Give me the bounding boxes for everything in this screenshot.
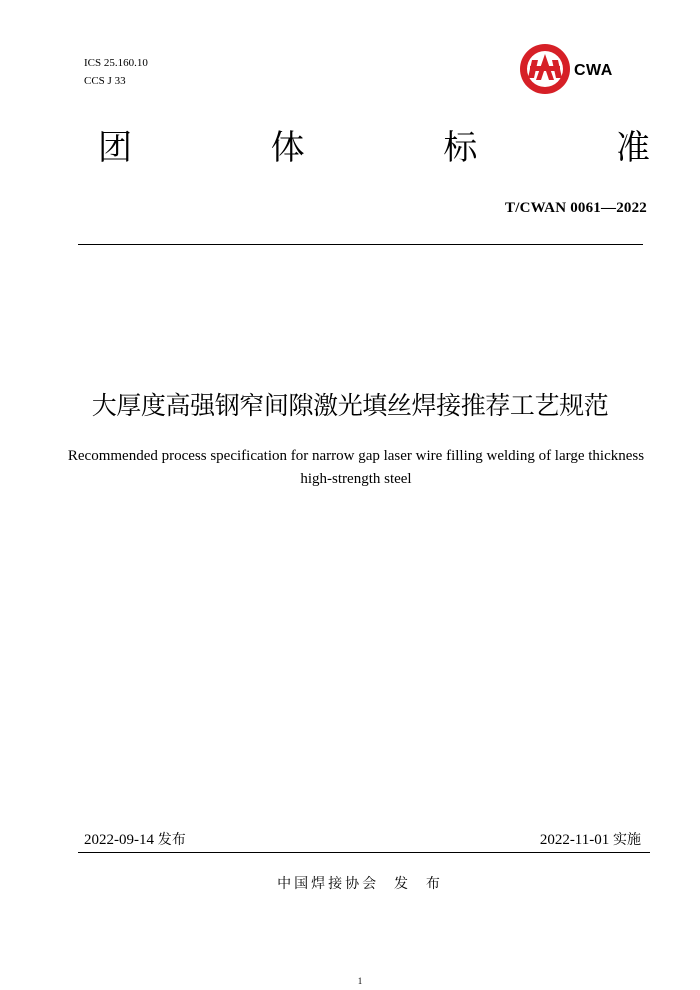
english-title-line-2: high-strength steel — [300, 471, 412, 487]
classification-codes — [84, 54, 148, 90]
heading-char-1: 团 — [98, 128, 132, 168]
cwa-logo-text: CWA — [574, 62, 613, 79]
page-number: 1 — [357, 976, 363, 986]
heading-char-3: 标 — [443, 128, 478, 168]
document-type-heading — [98, 126, 650, 170]
ccs-code: CCS J 33 — [84, 75, 126, 87]
footer-divider — [78, 852, 650, 853]
heading-char-4: 准 — [615, 128, 650, 168]
heading-char-2: 体 — [270, 128, 305, 168]
publish-date-block — [84, 829, 186, 849]
cwa-emblem-icon — [518, 42, 572, 96]
chinese-title: 大厚度高强钢窄间隙激光填丝焊接推荐工艺规范 — [91, 391, 609, 420]
effective-date: 2022-11-01 — [539, 832, 610, 848]
effective-date-block — [540, 829, 641, 849]
english-title-line-1: Recommended process specification for narrow gap laser wire filling welding of large thickness — [67, 448, 645, 464]
publish-label: 发布 — [157, 832, 186, 848]
ics-code: ICS 25.160.10 — [84, 57, 148, 69]
english-title — [36, 445, 676, 491]
effective-label: 实施 — [613, 832, 641, 848]
cwa-logo — [518, 42, 628, 98]
header-divider — [78, 244, 643, 245]
issuer: 中国焊接协会 发 布 — [277, 876, 443, 892]
publish-date: 2022-09-14 — [84, 832, 154, 848]
standard-number: T/CWAN 0061—2022 — [505, 200, 647, 216]
